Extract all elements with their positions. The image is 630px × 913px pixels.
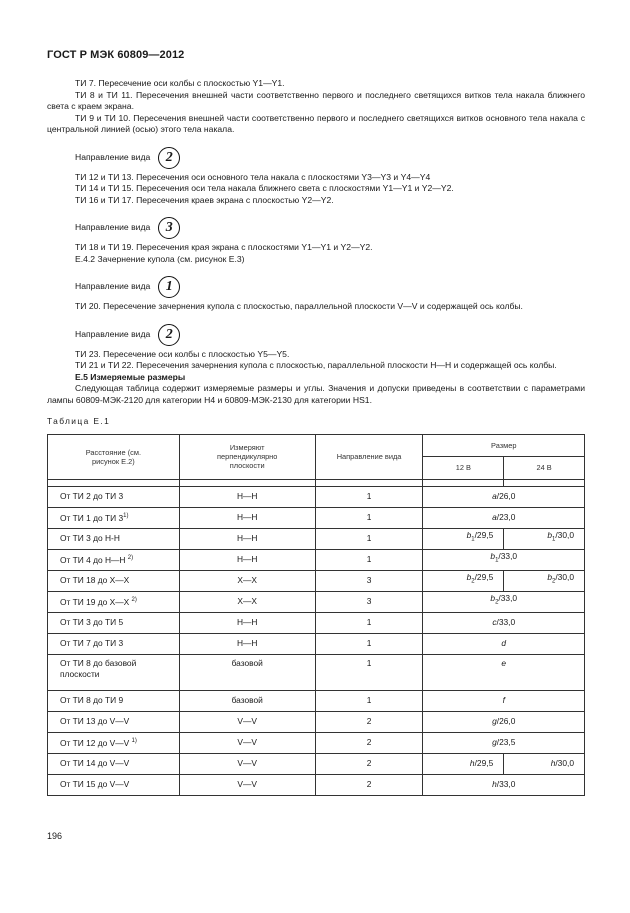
cell: 2: [315, 774, 423, 795]
paragraph: ТИ 18 и ТИ 19. Пересечения края экрана с плоскостями Y1—Y1 и Y2—Y2.: [75, 242, 373, 252]
view-direction-label: Направление вида: [75, 328, 151, 339]
table-row: [48, 486, 585, 507]
paragraph: ТИ 20. Пересечение зачернения купола с плоскостью, параллельной плоскости V—V и содержащей ось колбы.: [75, 301, 523, 311]
cell: От ТИ 1 до ТИ 3$^{1)}$: [48, 507, 180, 528]
cell: h/29,5: [423, 753, 504, 774]
view-direction-label: Направление вида: [75, 281, 151, 292]
cell: 1: [315, 690, 423, 711]
table-row: [48, 507, 585, 528]
paragraph: Е.4.2 Зачернение купола (см. рисунок Е.3): [75, 253, 245, 264]
page-number: 196: [47, 831, 63, 841]
cell: От ТИ 7 до ТИ 3: [48, 633, 180, 654]
table-row: [48, 690, 585, 711]
cell: V—V: [179, 774, 315, 795]
table-row: [48, 711, 585, 732]
cell: $b_1/30,0$: [504, 528, 585, 549]
column-header: Направление вида: [315, 434, 423, 479]
cell: От ТИ 15 до V—V: [48, 774, 180, 795]
view-direction: [75, 214, 585, 242]
cell: От ТИ 4 до H—H $^{2)}$: [48, 549, 180, 570]
paragraph: ТИ 8 и ТИ 11. Пересечения внешней части соответственно первого и последнего светящихся витков тела накала ближнего света с краем экрана.: [47, 89, 585, 111]
table-row: [48, 633, 585, 654]
column-header: Расстояние (см. рисунок Е.2): [48, 434, 180, 479]
paragraph: ТИ 21 и ТИ 22. Пересечения зачернения купола с плоскостью, параллельной плоскости H—H и содержащей ось колбы.: [75, 360, 557, 370]
cell: V—V: [179, 711, 315, 732]
cell: $b_2/29,5$: [423, 570, 504, 591]
paragraph: ТИ 23. Пересечение оси колбы с плоскостью Y5—Y5.: [75, 348, 290, 359]
cell: g/23,5: [423, 732, 585, 753]
table-row: [48, 570, 585, 591]
cell: 1: [315, 486, 423, 507]
cell: H—H: [179, 528, 315, 549]
cell: $b_2/33,0$: [423, 591, 585, 612]
cell: базовой: [179, 654, 315, 690]
cell: От ТИ 3 до H-H: [48, 528, 180, 549]
cell: X—X: [179, 570, 315, 591]
cell: $b_1/29,5$: [423, 528, 504, 549]
section-heading: Е.5 Измеряемые размеры: [75, 371, 186, 382]
paragraph: ТИ 16 и ТИ 17. Пересечения краев экрана с плоскостью Y2—Y2.: [75, 194, 334, 205]
view-direction: [75, 321, 585, 349]
cell: 2: [315, 711, 423, 732]
cell: От ТИ 8 до ТИ 9: [48, 690, 180, 711]
column-header: Измеряют перпендикулярно плоскости: [179, 434, 315, 479]
cell: H—H: [179, 486, 315, 507]
table-row: [48, 753, 585, 774]
table-row: [48, 549, 585, 570]
view-direction-label: Направление вида: [75, 222, 151, 233]
cell: От ТИ 12 до V—V $^{1)}$: [48, 732, 180, 753]
column-header: 12 В: [423, 457, 504, 480]
view-direction-number: 3: [158, 217, 180, 239]
column-header: 24 В: [504, 457, 585, 480]
cell: От ТИ 8 до базовой плоскости: [48, 654, 180, 690]
cell: 1: [315, 654, 423, 690]
cell: От ТИ 2 до ТИ 3: [48, 486, 180, 507]
page-header: ГОСТ Р МЭК 60809—2012: [47, 49, 185, 61]
cell: 1: [315, 633, 423, 654]
cell: $b_1/33,0$: [423, 549, 585, 570]
table-row: [48, 528, 585, 549]
cell: $b_2/30,0$: [504, 570, 585, 591]
cell: a/23,0: [423, 507, 585, 528]
cell: H—H: [179, 549, 315, 570]
paragraph: ТИ 14 и ТИ 15. Пересечения оси тела накала ближнего света с плоскостями Y1—Y1 и Y2—Y2.: [75, 183, 454, 193]
cell: От ТИ 3 до ТИ 5: [48, 612, 180, 633]
cell: d: [423, 633, 585, 654]
cell: H—H: [179, 612, 315, 633]
table-caption: Таблица Е.1: [47, 416, 111, 426]
cell: От ТИ 18 до X—X: [48, 570, 180, 591]
table-row: [48, 732, 585, 753]
table-row: [48, 591, 585, 612]
cell: g/26,0: [423, 711, 585, 732]
column-header: Размер: [423, 434, 585, 457]
view-direction-number: 2: [158, 324, 180, 346]
cell: 1: [315, 549, 423, 570]
cell: H—H: [179, 507, 315, 528]
paragraph: ТИ 9 и ТИ 10. Пересечения внешней части соответственно первого и последнего светящихся витков основного тела накала с центральной линией (осью) этого тела накала.: [47, 112, 585, 134]
view-direction-number: 1: [158, 276, 180, 298]
view-direction-number: 2: [158, 147, 180, 169]
cell: a/26,0: [423, 486, 585, 507]
paragraph: Следующая таблица содержит измеряемые размеры и углы. Значения и допуски приведены в соответствии с параметрами лампы 60809-МЭК-2120 для категории H4 и 60809-МЭК-2130 для категории HS1.: [47, 383, 585, 405]
cell: 1: [315, 612, 423, 633]
cell: От ТИ 19 до X—X $^{2)}$: [48, 591, 180, 612]
view-direction: [75, 144, 585, 172]
cell: базовой: [179, 690, 315, 711]
cell: 3: [315, 591, 423, 612]
cell: f: [423, 690, 585, 711]
cell: 2: [315, 753, 423, 774]
document-body: [47, 78, 585, 796]
cell: c/33,0: [423, 612, 585, 633]
cell: От ТИ 14 до V—V: [48, 753, 180, 774]
table-row: [48, 479, 585, 486]
cell: V—V: [179, 753, 315, 774]
cell: X—X: [179, 591, 315, 612]
cell: От ТИ 13 до V—V: [48, 711, 180, 732]
cell: 3: [315, 570, 423, 591]
view-direction-label: Направление вида: [75, 151, 151, 162]
table-row: [48, 612, 585, 633]
cell: e: [423, 654, 585, 690]
cell: 1: [315, 528, 423, 549]
table-row: [48, 774, 585, 795]
cell: h/30,0: [504, 753, 585, 774]
cell: 1: [315, 507, 423, 528]
cell: h/33,0: [423, 774, 585, 795]
view-direction: [75, 273, 585, 301]
paragraph: ТИ 12 и ТИ 13. Пересечения оси основного тела накала с плоскостями Y3—Y3 и Y4—Y4: [75, 171, 431, 182]
dimensions-table: [47, 434, 585, 796]
table-row: [48, 654, 585, 690]
paragraph: ТИ 7. Пересечение оси колбы с плоскостью Y1—Y1.: [75, 78, 285, 88]
cell: 2: [315, 732, 423, 753]
cell: H—H: [179, 633, 315, 654]
cell: V—V: [179, 732, 315, 753]
